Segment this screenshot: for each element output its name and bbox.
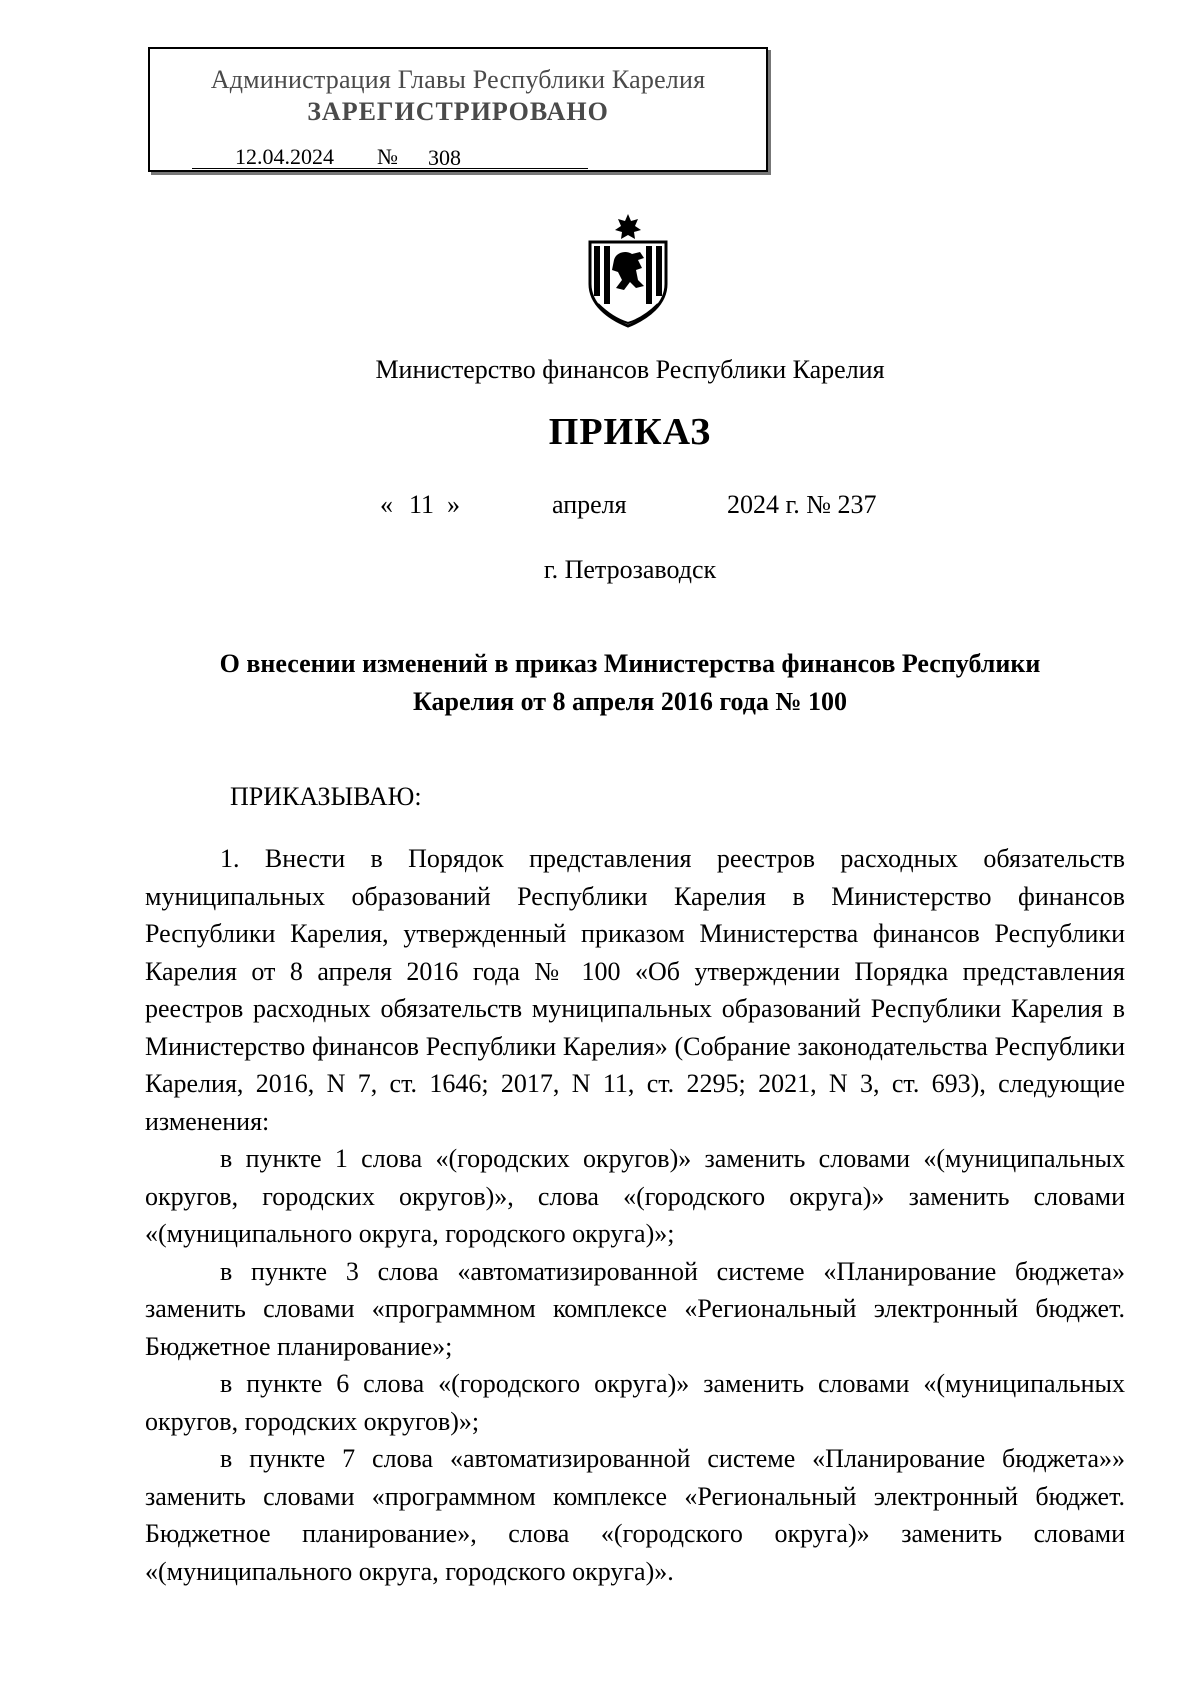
directive-word: ПРИКАЗЫВАЮ: <box>230 782 422 811</box>
stamp-number-sign: № <box>377 144 398 169</box>
date-close-quote: » <box>447 490 460 519</box>
registration-stamp <box>148 47 768 172</box>
date-open-quote: « <box>380 490 393 519</box>
city: г. Петрозаводск <box>543 555 717 584</box>
date-day: 11 <box>409 490 435 519</box>
stamp-registration-line <box>192 143 588 169</box>
stamp-reg-date: 12.04.2024 <box>192 144 377 169</box>
paragraph: в пункте 1 слова «(городских округов)» заменить словами «(муниципальных округов, городских округов)», слова «(городского округа)» заменить словами «(муниципального округа, городского округа)»; <box>145 1144 1125 1248</box>
document-type: ПРИКАЗ <box>548 411 712 453</box>
karelia-coat-of-arms-icon <box>580 212 676 328</box>
stamp-status: ЗАРЕГИСТРИРОВАНО <box>307 97 609 126</box>
ministry-name: Министерство финансов Республики Карелия <box>375 355 885 384</box>
paragraph: в пункте 3 слова «автоматизированной системе «Планирование бюджета» заменить словами «программном комплексе «Региональный электронный бюджет. Бюджетное планирование»; <box>145 1256 1125 1361</box>
stamp-reg-number: 308 <box>398 145 588 169</box>
document-subject: О внесении изменений в приказ Министерства финансов Республики Карелия от 8 апреля 2016 года № 100 <box>219 649 1041 716</box>
document-body <box>145 840 1125 1590</box>
paragraph: в пункте 6 слова «(городского округа)» заменить словами «(муниципальных округов, городских округов)»; <box>145 1369 1125 1436</box>
date-year-number: 2024 г. № 237 <box>727 490 877 519</box>
paragraph: 1. Внести в Порядок представления реестров расходных обязательств муниципальных образований Республики Карелия в Министерство финансов Республики Карелия, утвержденный приказом Министерства финансов Республики Карелия от 8 апреля 2016 года № 100 «Об утверждении Порядка представления реестров расходных обязательств муниципальных образований Республики Карелия в Министерство финансов Республики Карелия» (Собрание законодательства Республики Карелия, 2016, N 7, ст. 1646; 2017, N 11, ст. 2295; 2021, N 3, ст. 693), следующие изменения: <box>145 844 1125 1136</box>
paragraph: в пункте 7 слова «автоматизированной системе «Планирование бюджета»» заменить словами «программном комплексе «Региональный электронный бюджет. Бюджетное планирование», слова «(городского округа)» заменить словами «(муниципального округа, городского округа)». <box>145 1444 1125 1586</box>
date-month: апреля <box>552 490 627 519</box>
stamp-organization: Администрация Главы Республики Карелия <box>210 65 706 94</box>
